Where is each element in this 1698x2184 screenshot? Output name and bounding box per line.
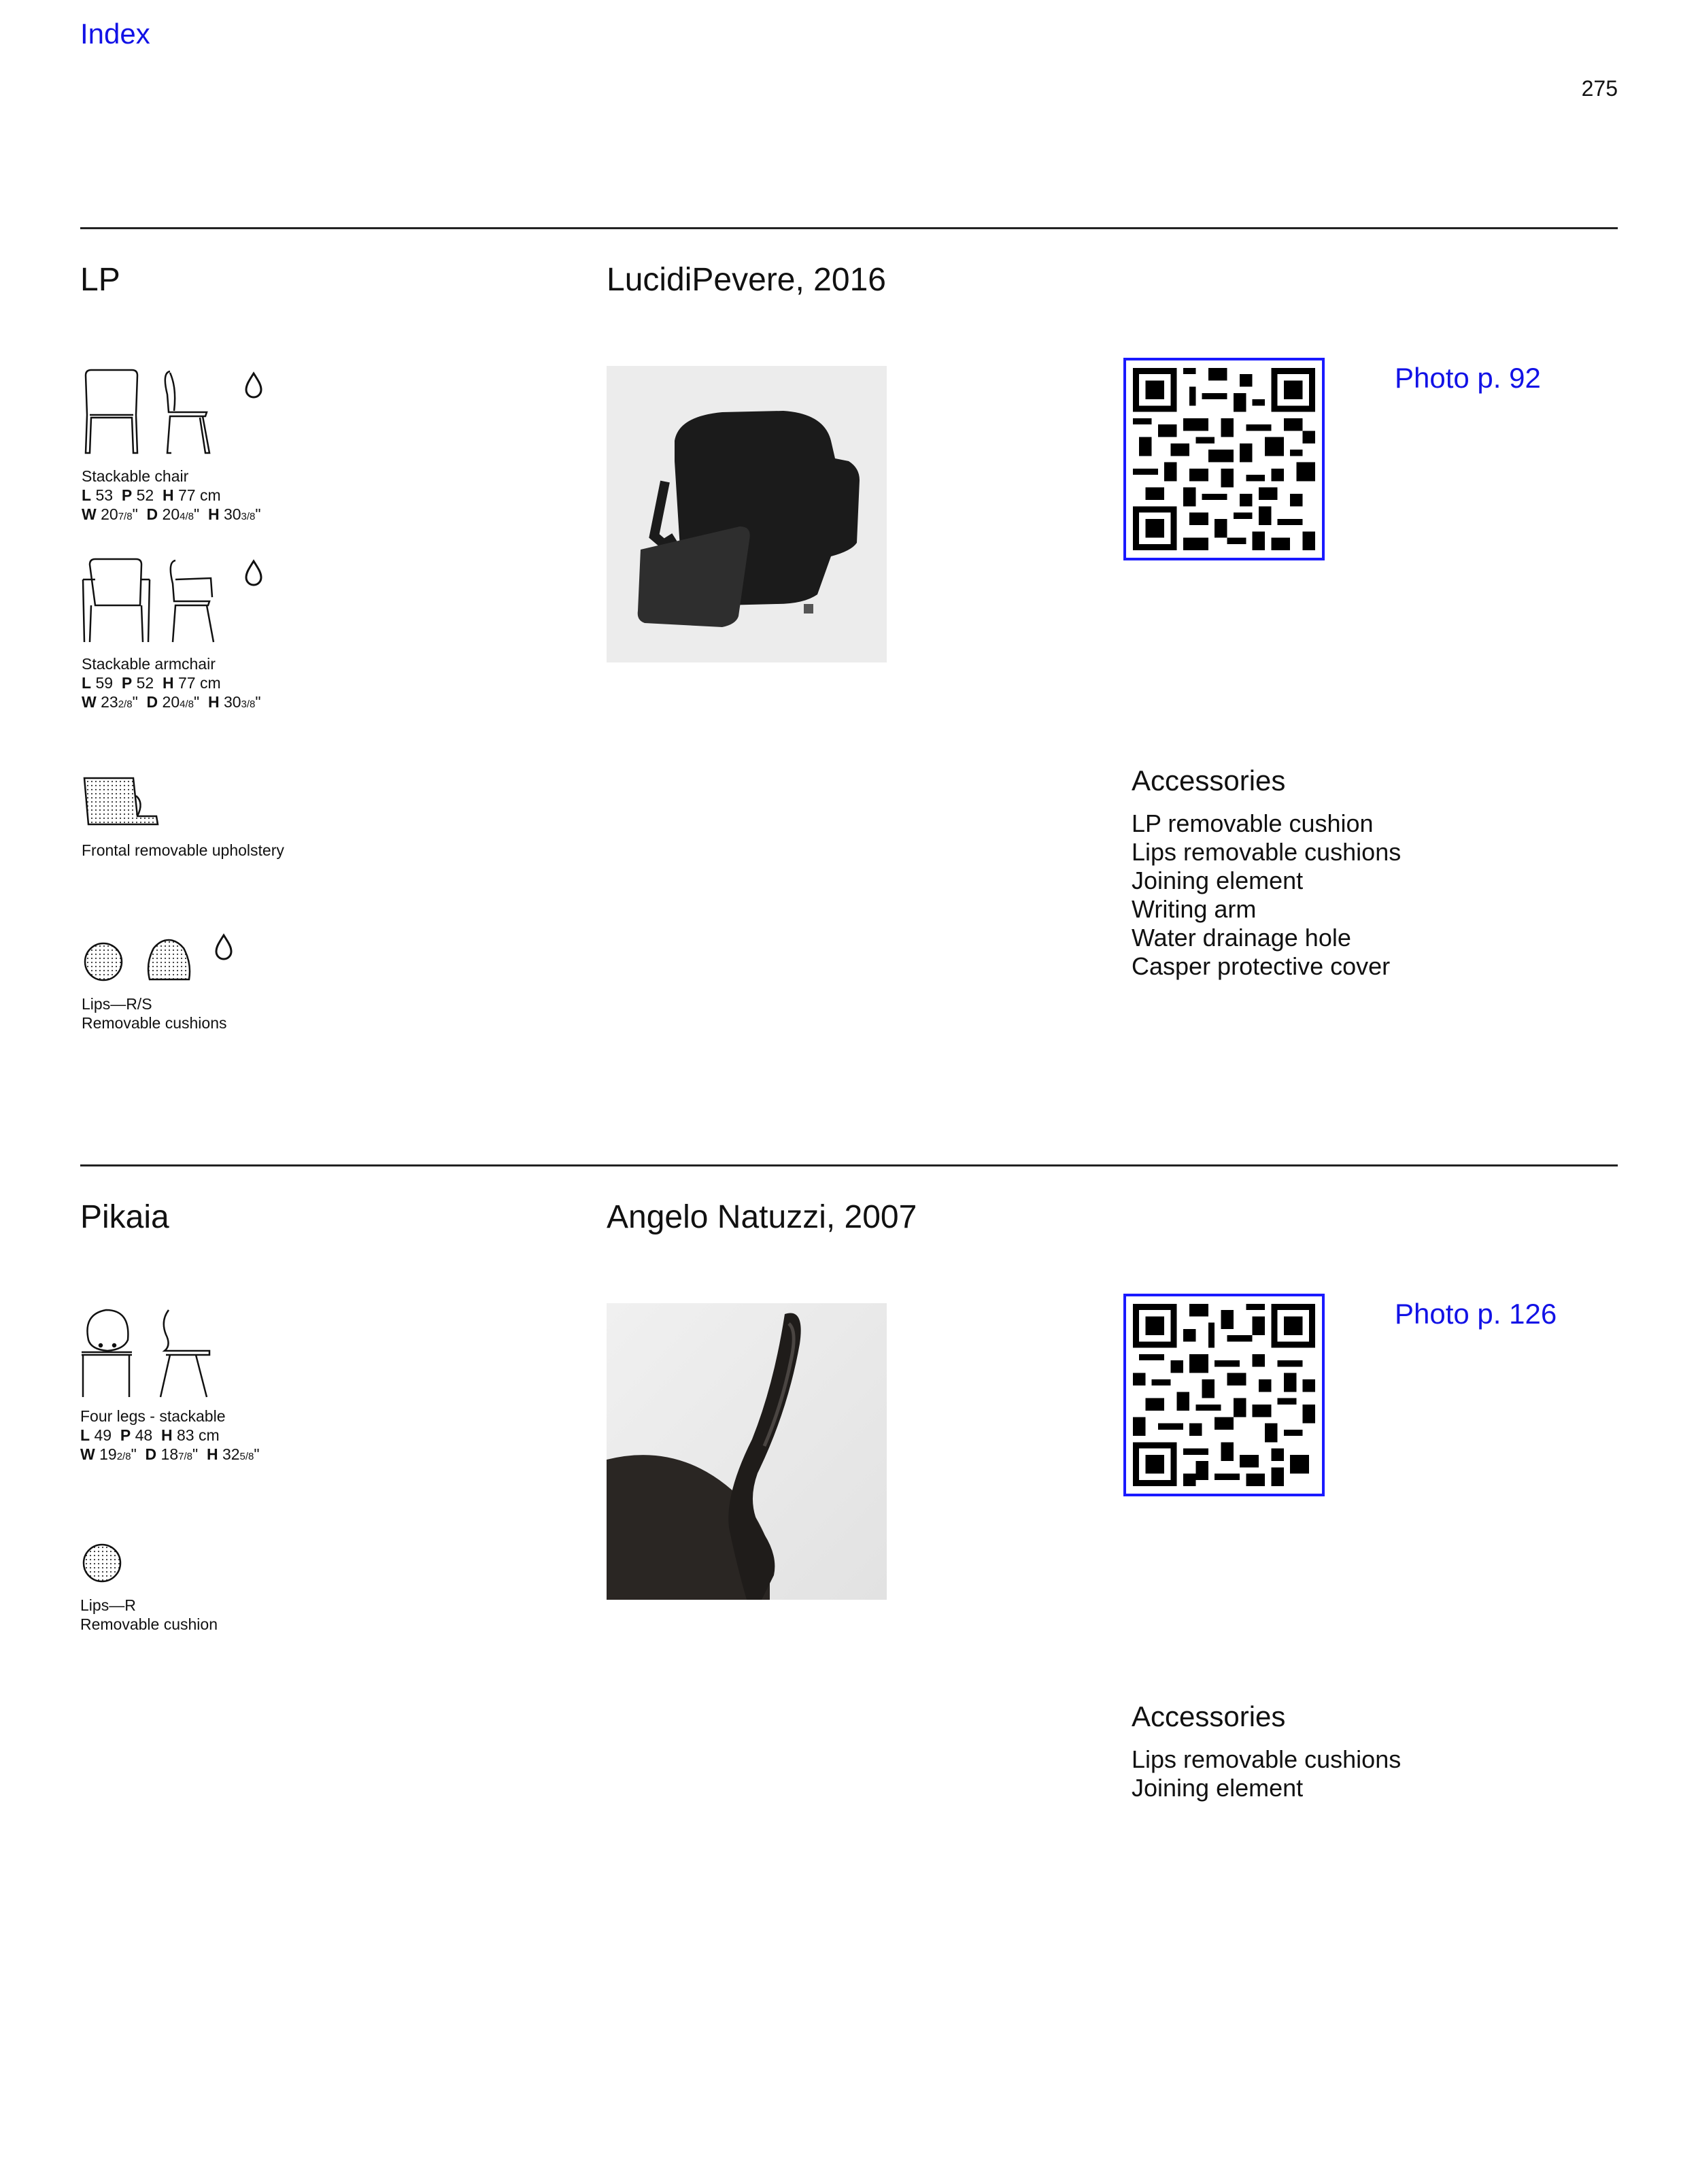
metric-dimensions: L 53 P 52 H 77 cm <box>82 486 221 504</box>
option-label: Lips—R/S <box>82 995 152 1013</box>
imperial-dimensions: W 192/8" D 187/8" H 325/8" <box>80 1445 260 1463</box>
frontal-upholstery-drawing <box>82 775 163 830</box>
option-sublabel: Removable cushions <box>82 1014 227 1032</box>
water-drop-icon <box>214 933 234 960</box>
product-photo <box>607 1303 887 1600</box>
product-designer: LucidiPevere, 2016 <box>607 262 886 298</box>
metric-dimensions: L 59 P 52 H 77 cm <box>82 674 221 692</box>
accessory-item: Joining element <box>1132 1774 1304 1802</box>
photo-page-link[interactable]: Photo p. 126 <box>1395 1298 1557 1330</box>
product-name: Pikaia <box>80 1199 169 1235</box>
accessory-item: LP removable cushion <box>1132 809 1374 837</box>
accessories-title: Accessories <box>1132 765 1286 796</box>
index-link[interactable]: Index <box>80 18 150 50</box>
four-legs-chair-drawing <box>80 1307 216 1400</box>
stackable-chair-drawing <box>80 367 271 456</box>
imperial-dimensions: W 232/8" D 204/8" H 303/8" <box>82 693 261 711</box>
accessory-item: Lips removable cushions <box>1132 1745 1402 1773</box>
qr-code-icon[interactable] <box>1123 358 1325 560</box>
option-label: Frontal removable upholstery <box>82 841 284 859</box>
product-photo <box>607 366 887 662</box>
page-number: 275 <box>1581 76 1618 101</box>
section-divider <box>80 227 1618 229</box>
accessory-item: Casper protective cover <box>1132 952 1391 980</box>
variant-label: Four legs - stackable <box>80 1407 226 1425</box>
round-cushion-drawing <box>80 1541 128 1589</box>
qr-code-icon[interactable] <box>1123 1294 1325 1496</box>
photo-page-link[interactable]: Photo p. 92 <box>1395 362 1541 394</box>
option-label: Lips—R <box>80 1596 136 1614</box>
imperial-dimensions: W 207/8" D 204/8" H 303/8" <box>82 505 261 523</box>
product-name: LP <box>80 262 120 298</box>
accessories-list <box>1132 809 1401 981</box>
product-designer: Angelo Natuzzi, 2007 <box>607 1199 917 1235</box>
stackable-armchair-drawing <box>80 556 271 645</box>
accessories-list <box>1132 1745 1401 1802</box>
accessories-title: Accessories <box>1132 1700 1286 1732</box>
variant-label: Stackable armchair <box>82 655 216 673</box>
accessory-item: Writing arm <box>1132 895 1257 923</box>
metric-dimensions: L 49 P 48 H 83 cm <box>80 1426 220 1444</box>
variant-label: Stackable chair <box>82 467 189 485</box>
accessory-item: Joining element <box>1132 867 1304 894</box>
section-divider <box>80 1164 1618 1166</box>
water-drop-icon <box>243 371 264 399</box>
accessory-item: Lips removable cushions <box>1132 838 1402 866</box>
option-sublabel: Removable cushion <box>80 1615 218 1633</box>
accessory-item: Water drainage hole <box>1132 924 1351 952</box>
water-drop-icon <box>243 559 264 586</box>
